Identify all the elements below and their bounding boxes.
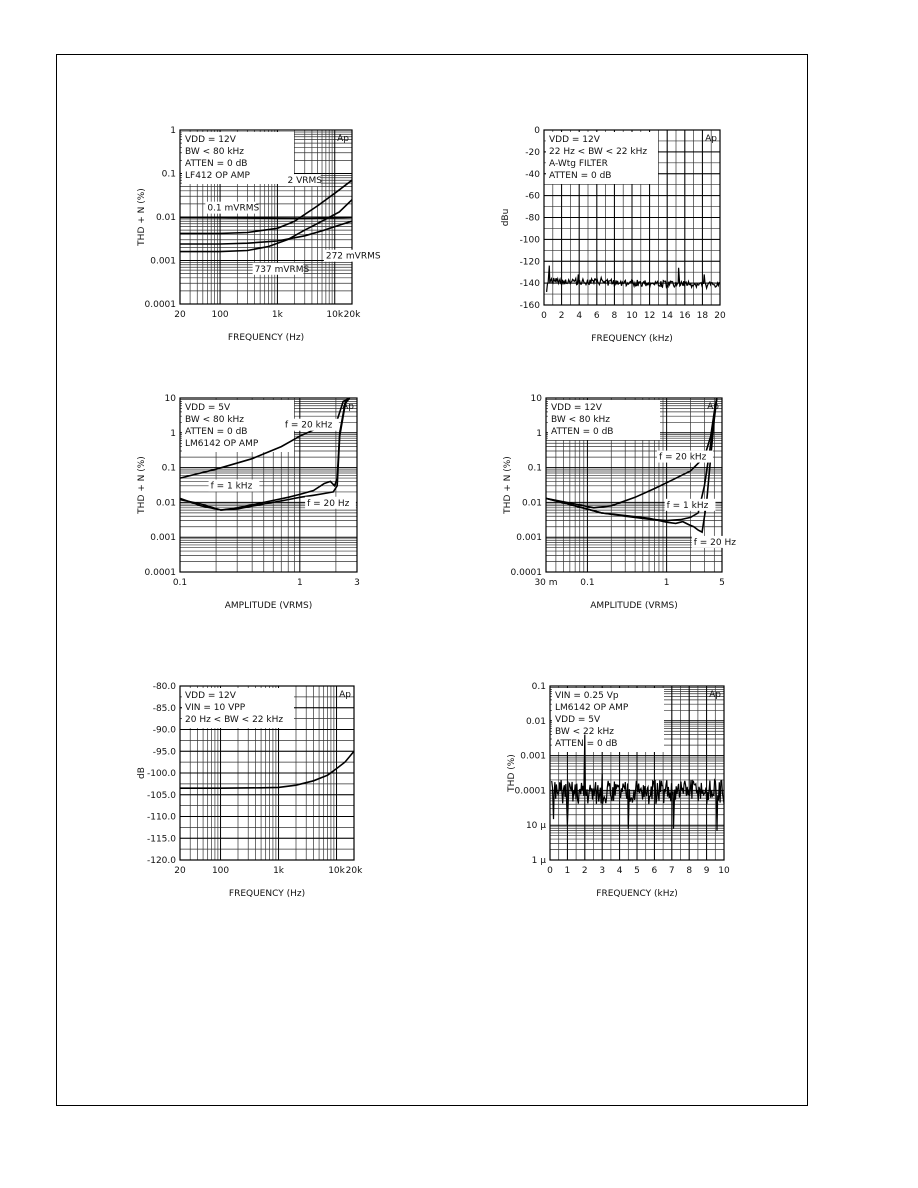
legend-line: ATTEN = 0 dB bbox=[551, 427, 614, 437]
y-tick-label: 0.01 bbox=[521, 498, 542, 509]
chart-thd-vs-frequency-12v bbox=[120, 118, 380, 358]
y-tick-label: 0.001 bbox=[520, 751, 546, 762]
legend-line: VDD = 5V bbox=[555, 715, 601, 725]
y-tick-label: 0.01 bbox=[155, 213, 176, 223]
y-tick-label: -110.0 bbox=[146, 812, 176, 823]
legend-line: VDD = 12V bbox=[549, 135, 600, 145]
curve-annotation: f = 1 kHz bbox=[210, 481, 253, 492]
legend-line: VIN = 10 VPP bbox=[185, 703, 246, 713]
x-tick-label: 0 bbox=[541, 311, 547, 321]
x-tick-label: 5 bbox=[719, 578, 725, 588]
curve-annotation: 2 VRMS bbox=[287, 176, 322, 187]
x-tick-label: 10k bbox=[326, 310, 344, 320]
y-tick-label: 0.0001 bbox=[144, 568, 176, 578]
y-tick-label: -95.0 bbox=[152, 747, 176, 758]
curve-annotation: 272 mVRMS bbox=[325, 251, 381, 262]
legend-line: ATTEN = 0 dB bbox=[555, 739, 618, 749]
x-tick-label: 1 bbox=[296, 578, 303, 588]
y-tick-label: 0 bbox=[534, 126, 540, 136]
y-tick-label: -120.0 bbox=[146, 856, 176, 866]
legend-line: BW < 80 kHz bbox=[185, 415, 245, 425]
curve-annotation: f = 20 Hz bbox=[693, 537, 737, 548]
ap-logo: Ap bbox=[339, 690, 351, 700]
x-tick-label: 9 bbox=[703, 866, 710, 876]
x-tick-label: 2 bbox=[558, 311, 565, 321]
y-axis-label: THD + N (%) bbox=[137, 456, 147, 514]
y-tick-label: -100 bbox=[519, 235, 540, 246]
x-tick-label: 0.1 bbox=[580, 578, 595, 588]
y-tick-label: -60 bbox=[525, 191, 540, 202]
legend-line: ATTEN = 0 dB bbox=[549, 171, 612, 181]
x-tick-label: 8 bbox=[686, 866, 693, 876]
y-axis-label: THD (%) bbox=[507, 754, 517, 792]
x-tick-label: 16 bbox=[679, 311, 691, 321]
x-tick-label: 1k bbox=[271, 310, 283, 320]
legend-line: LF412 OP AMP bbox=[185, 171, 250, 181]
x-tick-label: 100 bbox=[211, 866, 230, 876]
y-tick-label: -105.0 bbox=[146, 790, 176, 801]
y-tick-label: 0.001 bbox=[150, 256, 176, 267]
y-axis-label: THD + N (%) bbox=[503, 456, 513, 514]
y-tick-label: 0.0001 bbox=[510, 568, 542, 578]
x-tick-label: 2 bbox=[581, 866, 588, 876]
y-tick-label: 0.0001 bbox=[514, 786, 546, 797]
x-tick-label: 20k bbox=[343, 310, 361, 320]
y-tick-label: 0.1 bbox=[161, 463, 176, 474]
x-tick-label: 30 m bbox=[534, 578, 558, 588]
x-tick-label: 4 bbox=[616, 866, 623, 876]
x-tick-label: 0 bbox=[547, 866, 553, 876]
x-tick-label: 6 bbox=[593, 311, 600, 321]
legend-line: ATTEN = 0 dB bbox=[185, 159, 248, 169]
y-tick-label: 0.01 bbox=[155, 498, 176, 509]
x-tick-label: 7 bbox=[668, 866, 675, 876]
legend-line: BW < 80 kHz bbox=[551, 415, 611, 425]
x-axis-label: AMPLITUDE (VRMS) bbox=[590, 601, 678, 611]
x-tick-label: 100 bbox=[211, 310, 229, 320]
y-tick-label: 10 bbox=[164, 394, 176, 404]
x-tick-label: 20k bbox=[345, 866, 363, 876]
x-tick-label: 5 bbox=[634, 866, 640, 876]
y-axis-label: dB bbox=[137, 767, 147, 779]
legend-line: VDD = 12V bbox=[185, 135, 236, 145]
y-tick-label: 1 bbox=[536, 428, 542, 439]
x-tick-label: 1k bbox=[273, 866, 285, 876]
y-axis-label: dBu bbox=[501, 208, 511, 227]
legend-line: VDD = 12V bbox=[185, 691, 236, 701]
y-tick-label: -20 bbox=[525, 147, 540, 158]
y-tick-label: 0.0001 bbox=[144, 300, 176, 310]
x-tick-label: 3 bbox=[354, 578, 360, 588]
x-tick-label: 1 bbox=[564, 866, 571, 876]
y-tick-label: -80 bbox=[525, 213, 540, 224]
x-tick-label: 12 bbox=[643, 311, 656, 321]
x-tick-label: 0.1 bbox=[172, 578, 188, 588]
curve-annotation: f = 1 kHz bbox=[666, 500, 709, 511]
legend-line: 22 Hz < BW < 22 kHz bbox=[549, 147, 648, 157]
x-axis-label: FREQUENCY (kHz) bbox=[591, 334, 673, 344]
x-tick-label: 14 bbox=[661, 311, 673, 321]
legend-line: A-Wtg FILTER bbox=[549, 159, 608, 169]
x-tick-label: 4 bbox=[576, 311, 583, 321]
y-tick-label: 0.01 bbox=[525, 716, 546, 727]
y-tick-label: -90.0 bbox=[152, 725, 176, 736]
ap-logo: Ap bbox=[705, 134, 717, 144]
x-tick-label: 10k bbox=[328, 866, 345, 876]
y-tick-label: -160 bbox=[519, 301, 540, 311]
y-tick-label: -80.0 bbox=[152, 682, 176, 692]
y-tick-label: -100.0 bbox=[146, 769, 176, 779]
x-tick-label: 20 bbox=[174, 866, 186, 876]
chart-fft-12v bbox=[490, 118, 750, 358]
y-tick-label: 0.1 bbox=[161, 169, 176, 180]
x-axis-label: FREQUENCY (kHz) bbox=[596, 889, 678, 899]
y-tick-label: -115.0 bbox=[146, 834, 176, 845]
legend-line: BW < 22 kHz bbox=[555, 727, 615, 737]
y-tick-label: -85.0 bbox=[152, 703, 176, 714]
chart-thd-vs-frequency-5v-fft bbox=[490, 674, 750, 914]
x-tick-label: 18 bbox=[696, 311, 709, 321]
x-axis-label: FREQUENCY (Hz) bbox=[228, 889, 306, 899]
legend-line: VDD = 12V bbox=[551, 403, 602, 413]
legend-line: 20 Hz < BW < 22 kHz bbox=[185, 715, 284, 725]
y-tick-label: 1 bbox=[170, 428, 176, 439]
legend-line: ATTEN = 0 dB bbox=[185, 427, 248, 437]
y-tick-label: -140 bbox=[519, 279, 540, 290]
curve-annotation: f = 20 kHz bbox=[284, 420, 333, 431]
chart-thd-vs-amplitude-12v bbox=[490, 388, 750, 628]
curve-annotation: 0.1 mVRMS bbox=[207, 203, 260, 214]
chart-thd-vs-amplitude-5v bbox=[120, 388, 380, 628]
legend-line: VDD = 5V bbox=[185, 403, 231, 413]
chart-ccir-vs-frequency bbox=[120, 674, 380, 914]
y-tick-label: 0.001 bbox=[516, 533, 542, 544]
noise-trace bbox=[547, 266, 720, 292]
x-axis-label: FREQUENCY (Hz) bbox=[227, 333, 305, 343]
curve-annotation: f = 20 Hz bbox=[307, 498, 350, 509]
legend-line: VIN = 0.25 Vp bbox=[555, 691, 619, 701]
curve-annotation: f = 20 kHz bbox=[658, 452, 707, 463]
y-tick-label: 0.1 bbox=[527, 463, 542, 474]
legend-line: LM6142 OP AMP bbox=[555, 703, 629, 713]
x-axis-label: AMPLITUDE (VRMS) bbox=[224, 601, 313, 611]
x-tick-label: 1 bbox=[663, 578, 670, 588]
x-tick-label: 8 bbox=[611, 311, 618, 321]
y-tick-label: 10 bbox=[530, 394, 542, 404]
x-tick-label: 3 bbox=[599, 866, 606, 876]
x-tick-label: 10 bbox=[718, 866, 730, 876]
ap-logo: Ap bbox=[337, 134, 349, 144]
x-tick-label: 20 bbox=[174, 310, 186, 320]
y-tick-label: 1 μ bbox=[531, 856, 546, 866]
y-axis-label: THD + N (%) bbox=[137, 188, 147, 246]
legend-line: BW < 80 kHz bbox=[185, 147, 245, 157]
y-tick-label: 0.1 bbox=[531, 682, 546, 692]
x-tick-label: 6 bbox=[651, 866, 658, 876]
curve-annotation: 737 mVRMS bbox=[254, 264, 310, 275]
ap-logo: Ap bbox=[342, 402, 354, 412]
legend-line: LM6142 OP AMP bbox=[185, 439, 259, 449]
x-tick-label: 10 bbox=[626, 311, 638, 321]
y-tick-label: -40 bbox=[525, 169, 540, 180]
ap-logo: Ap bbox=[709, 690, 721, 700]
x-tick-label: 20 bbox=[714, 311, 726, 321]
y-tick-label: 1 bbox=[170, 126, 176, 136]
ap-logo: Ap bbox=[707, 402, 719, 412]
y-tick-label: 0.001 bbox=[150, 533, 176, 544]
y-tick-label: -120 bbox=[519, 257, 540, 268]
y-tick-label: 10 μ bbox=[525, 821, 546, 832]
